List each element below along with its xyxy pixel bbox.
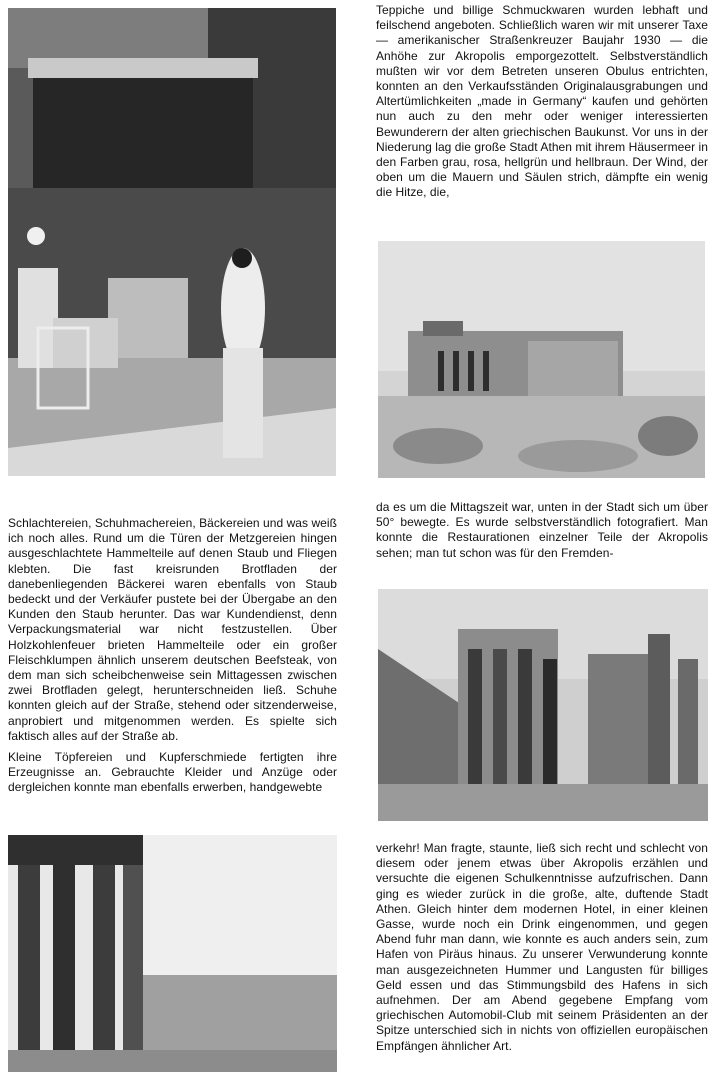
paragraph: verkehr! Man fragte, staunte, ließ sich recht und schlecht von diesem oder jenem etwas über Akropolis erzählen und versuchte die eigenen Schulkenntnisse aufzufrischen. Dann ging es wieder zurück in die große, alte, duftende Stadt Athen. Gleich hinter dem modernen Hotel, in einer kleinen Gasse, wurde noch ein Drink eingenommen, und gegen Abend fuhr man dann, wie konnte es auch anders sein, zum Hafen von Piräus hinaus. Zu unserer Verwunderung konnte man ausgezeichneten Hummer und Langusten für billiges Geld essen und das Stimmungsbild des Hafens in sich aufnehmen. Der am Abend gegebene Empfang vom griechischen Automobil-Club mit seinem Präsidenten an der Spitze unterschied sich in nichts von offiziellen europäischen Empfängen ähnlicher Art. — [376, 841, 708, 1053]
text-col-right-top — [376, 3, 708, 207]
text-col-right-bottom — [376, 841, 708, 1060]
paragraph: Kleine Töpfereien und Kupferschmiede fertigten ihre Erzeugnisse an. Gebrauchte Kleider und Anzüge oder dergleichen konnte man ebenfalls erwerben, handgewebte — [8, 750, 337, 795]
photo-propylaea — [378, 589, 708, 821]
text-col-right-middle — [376, 500, 708, 567]
paragraph: Teppiche und billige Schmuckwaren wurden lebhaft und feilschend angeboten. Schließlich waren wir mit unserer Taxe — amerikanischer Straßenkreuzer Baujahr 1930 — die Anhöhe zur Akropolis emporgezottelt. Selbstverständlich mußten wir vor dem Betreten unseren Obulus entrichten, konnten an den Verkaufsständen Originalausgrabungen und Altertümlichkeiten „made in Germany“ kaufen und gehörten nun auch zu den mehr oder weniger interessierten Bewunderern der alten griechischen Baukunst. Vor uns in der Niederung lag die große Stadt Athen mit ihrem Häusermeer in den Farben grau, rosa, hellgrün und hellbraun. Der Wind, der oben um die Mauern und Säulen strich, dämpfte ein wenig die Hitze, die, — [376, 3, 708, 200]
paragraph: da es um die Mittagszeit war, unten in der Stadt sich um über 50° bewegte. Es wurde selbstverständlich fotografiert. Man konnte die Restaurationen einzelner Teile der Akropolis sehen; man tut schon was für den Fremden- — [376, 500, 708, 560]
photo-temple-columns — [8, 835, 337, 1072]
photo-street-market — [8, 8, 336, 476]
photo-erechtheion — [378, 241, 705, 478]
paragraph: Schlachtereien, Schuhmachereien, Bäckereien und was weiß ich noch alles. Rund um die Türen der Metzgereien hingen ausgeschlachtete Hammelteile auf denen Staub und Fliegen klebten. Die fast kreisrunden Brotfladen der danebenliegenden Bäckerei waren ebenfalls von Staub bedeckt und der Verkäufer pustete bei der Übergabe an den Kunden den Staub herunter. Das war Kundendienst, denn Verpackungsmaterial war nicht festzustellen. Über Holzkohlenfeuer brieten Hammelteile oder ein großer Fleischklumpen ähnlich unserem deutschen Beefsteak, von dem man sich scheibchenweise sein Mittagessen zwischen zwei Brotfladen gelegt, herunterschneiden ließ. Schuhe konnten gleich auf der Straße, stehend oder sitzenderweise, anprobiert und mitgenommen werden. Es spielte sich faktisch alles auf der Straße ab. — [8, 516, 337, 743]
text-col-left-middle — [8, 516, 337, 802]
